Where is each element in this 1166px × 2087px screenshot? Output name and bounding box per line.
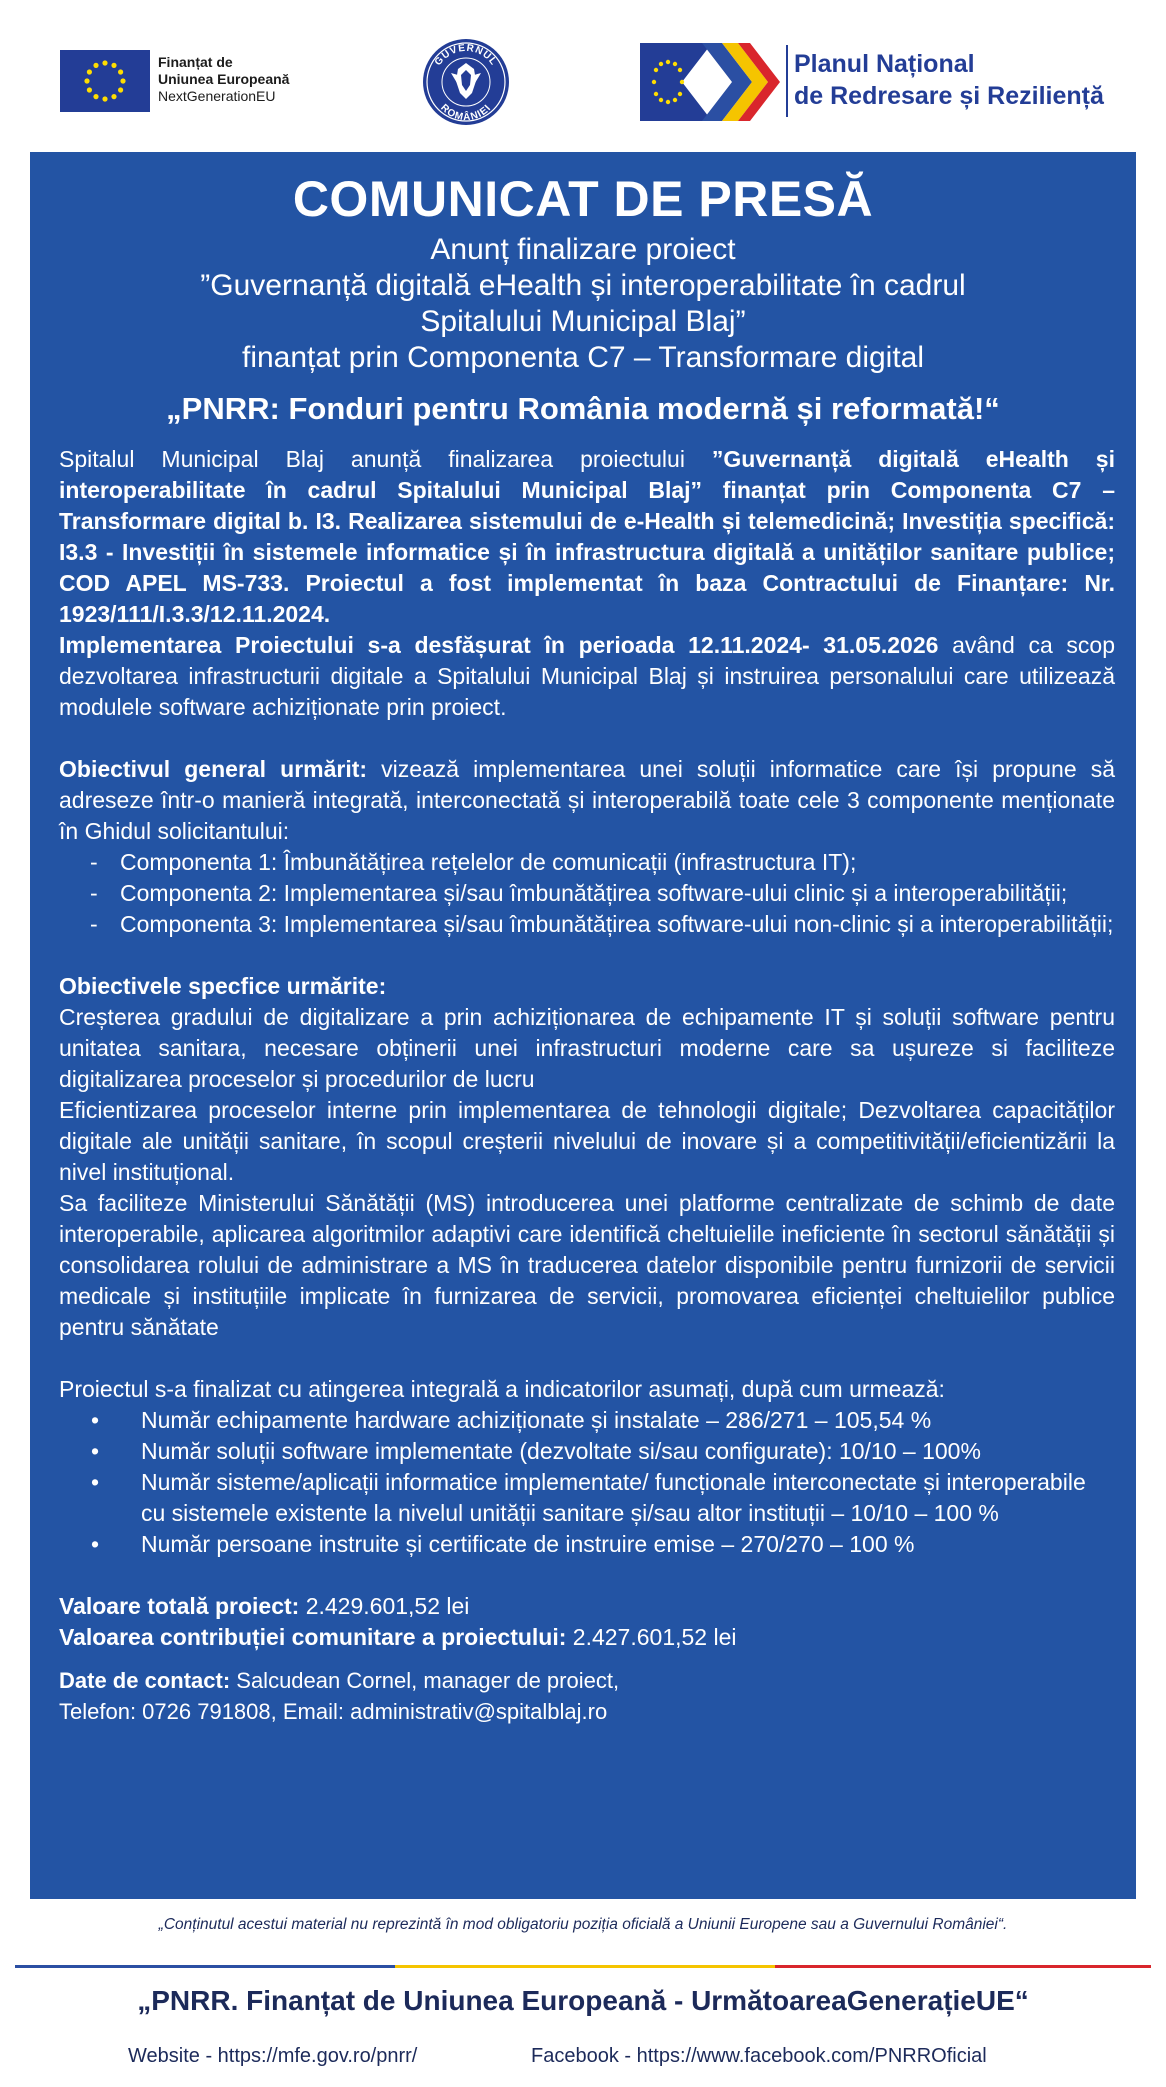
component-2: Componenta 2: Implementarea și/sau îmbunătățirea software-ului clinic și a interoperabilității; <box>120 880 1068 906</box>
intro-text: Spitalul Municipal Blaj anunță finalizarea proiectului <box>59 446 712 472</box>
government-seal-icon <box>421 37 511 127</box>
indicator-3: Număr sisteme/aplicații informatice implementate/ funcționale interconectate și interoperabile cu sistemele existente la nivelul unității sanitare și/sau altor instituții – 10/10 – 100 % <box>141 1469 1086 1526</box>
seal-bottom-text: ROMÂNIEI <box>438 102 494 124</box>
list-item: • Număr echipamente hardware achiziționate și instalate – 286/271 – 105,54 % <box>91 1407 932 1433</box>
pnrr-divider <box>786 45 788 117</box>
indicator-2: Număr soluții software implementate (dezvoltate si/sau configurate): 10/10 – 100% <box>141 1438 981 1464</box>
eu-contribution <box>59 1622 1115 1653</box>
results-intro: Proiectul s-a finalizat cu atingerea integrală a indicatorilor asumați, după cum urmează: <box>59 1376 945 1402</box>
total-value-label: Valoare totală proiect: <box>59 1593 300 1619</box>
total-value-amount: 2.429.601,52 lei <box>299 1593 470 1619</box>
press-release-panel <box>30 152 1136 1899</box>
general-objective <box>59 754 1115 847</box>
implementation-scope: având ca scop dezvoltarea infrastructurii digitale a Spitalului Municipal Blaj și instruirea personalului care utilizează modulele software achiziționate prin proiect. <box>59 632 1115 720</box>
components-list <box>59 847 1115 940</box>
component-3: Componenta 3: Implementarea și/sau îmbunătățirea software-ului non-clinic și a interoperabilității; <box>120 911 1114 937</box>
pnrr-line-2: de Redresare și Reziliență <box>794 82 1104 110</box>
project-subtitle <box>30 232 1136 376</box>
website-link[interactable]: Website - https://mfe.gov.ro/pnrr/ <box>128 2045 418 2067</box>
total-value <box>59 1591 1115 1622</box>
subtitle-line-3: Spitalului Municipal Blaj” <box>420 305 746 338</box>
pnrr-flags-icon <box>640 43 780 121</box>
eu-contribution-amount: 2.427.601,52 lei <box>566 1624 737 1650</box>
list-item: - Componenta 2: Implementarea și/sau îmbunătățirea software-ului clinic și a interoperabilității; <box>90 880 1068 906</box>
press-release-body <box>59 444 1115 1727</box>
specific-objective-1: Creșterea gradului de digitalizare a prin achiziționarea de echipamente IT și soluții software pentru unitatea sanitara, necesare obținerii unei infrastructuri moderne care sa ușureze si faciliteze digitalizarea proceselor și procedurilor de lucru <box>59 1004 1115 1092</box>
eu-funding-label <box>158 54 289 105</box>
contact-line-1 <box>59 1665 1115 1696</box>
subtitle-line-1: Anunț finalizare proiect <box>430 233 736 266</box>
specific-objectives-label: Obiectivele specfice urmărite: <box>59 973 387 999</box>
page-title: COMUNICAT DE PRESĂ <box>292 171 874 227</box>
general-objective-text: vizează implementarea unei soluții informatice care își propune să adreseze într-o manieră integrată, interconectată și interoperabilă toate cele 3 componente menționate în Ghidul solicitantului: <box>59 756 1115 844</box>
list-item: • Număr soluții software implementate (dezvoltate si/sau configurate): 10/10 – 100% <box>91 1438 981 1464</box>
general-objective-label: Obiectivul general urmărit: <box>59 756 368 782</box>
indicator-1: Număr echipamente hardware achiziționate și instalate – 286/271 – 105,54 % <box>141 1407 932 1433</box>
disclaimer: „Conținutul acestui material nu reprezintă în mod obligatoriu poziția oficială a Uniunii Europene sau a Guvernului României“. <box>158 1916 1008 1933</box>
eu-line-1: Finanțat de <box>158 54 233 70</box>
component-1: Componenta 1: Îmbunătățirea rețelelor de comunicații (infrastructura IT); <box>120 849 857 875</box>
eu-line-3: NextGenerationEU <box>158 88 276 104</box>
header <box>0 0 1166 150</box>
specific-objective-2: Eficientizarea proceselor interne prin implementarea de tehnologii digitale; Dezvoltarea capacităților digitale ale unității sanitare, în scopul creșterii nivelului de inovare și a competitivității/eficientizării la nivel instituțional. <box>59 1097 1115 1185</box>
list-item: - Componenta 3: Implementarea și/sau îmbunătățirea software-ului non-clinic și a interoperabilității; <box>90 911 1114 937</box>
facebook-link[interactable]: Facebook - https://www.facebook.com/PNRROficial <box>531 2045 987 2067</box>
eu-line-2: Uniunea Europeană <box>158 71 290 87</box>
tricolor-divider <box>15 1965 1151 1968</box>
indicator-4: Număr persoane instruite și certificate de instruire emise – 270/270 – 100 % <box>141 1531 915 1557</box>
seal-top-text: GUVERNUL <box>432 42 500 68</box>
intro-project-details: ”Guvernanță digitală eHealth și interoperabilitate în cadrul Spitalului Municipal Blaj” finanțat prin Componenta C7 – Transformare digital b. I3. Realizarea sistemului de e-Health și telemedicină; Investiția specifică: I3.3 - Investiții în sistemele informatice și în infrastructura digitală a unităților sanitare publice; COD APEL MS-733. Proiectul a fost implementat în baza Contractului de Finanțare: Nr. 1923/111/I.3.3/12.11.2024. <box>59 446 1115 627</box>
intro-paragraph-2 <box>59 630 1115 723</box>
list-item: • Număr sisteme/aplicații informatice implementate/ funcționale interconectate și interoperabile cu sistemele existente la nivelul unității sanitare și/sau altor instituții – 10/10 – 100 % <box>91 1469 1086 1526</box>
specific-objective-3: Sa faciliteze Ministerului Sănătății (MS) introducerea unei platforme centralizate de schimb de date interoperabile, aplicarea algoritmilor adaptivi care identifică cheltuielile ineficiente în sectorul sănătății și consolidarea rolului de administrare a MS în traducerea datelor disponibile pentru furnizorii de servicii medicale și instituțiile implicate în furnizarea de servicii, promovarea eficienței cheltuielilor publice pentru sănătate <box>59 1190 1115 1340</box>
pnrr-slogan: „PNRR: Fonduri pentru România modernă și reformată!“ <box>166 391 1000 426</box>
contact-person: Salcudean Cornel, manager de proiect, <box>230 1668 620 1693</box>
contact-line-2: Telefon: 0726 791808, Email: administrativ@spitalblaj.ro <box>59 1699 608 1724</box>
eu-contribution-label: Valoarea contribuției comunitare a proiectului: <box>59 1624 567 1650</box>
subtitle-line-2: ”Guvernanță digitală eHealth și interoperabilitate în cadrul <box>200 269 966 302</box>
pnrr-title <box>794 48 1104 112</box>
indicators-list <box>59 1405 1115 1560</box>
pnrr-line-1: Planul Național <box>794 50 975 78</box>
subtitle-line-4: finanțat prin Componenta C7 – Transformare digital <box>241 341 925 374</box>
intro-paragraph-1 <box>59 444 1115 630</box>
eu-flag-icon <box>60 50 150 112</box>
contact-label: Date de contact: <box>59 1668 231 1693</box>
list-item: • Număr persoane instruite și certificate de instruire emise – 270/270 – 100 % <box>91 1531 915 1557</box>
list-item: - Componenta 1: Îmbunătățirea rețelelor de comunicații (infrastructura IT); <box>90 849 857 875</box>
implementation-period: Implementarea Proiectului s-a desfășurat în perioada 12.11.2024- 31.05.2026 <box>59 632 939 658</box>
footer-slogan: „PNRR. Finanțat de Uniunea Europeană - UrmătoareaGenerațieUE“ <box>137 1985 1029 2016</box>
